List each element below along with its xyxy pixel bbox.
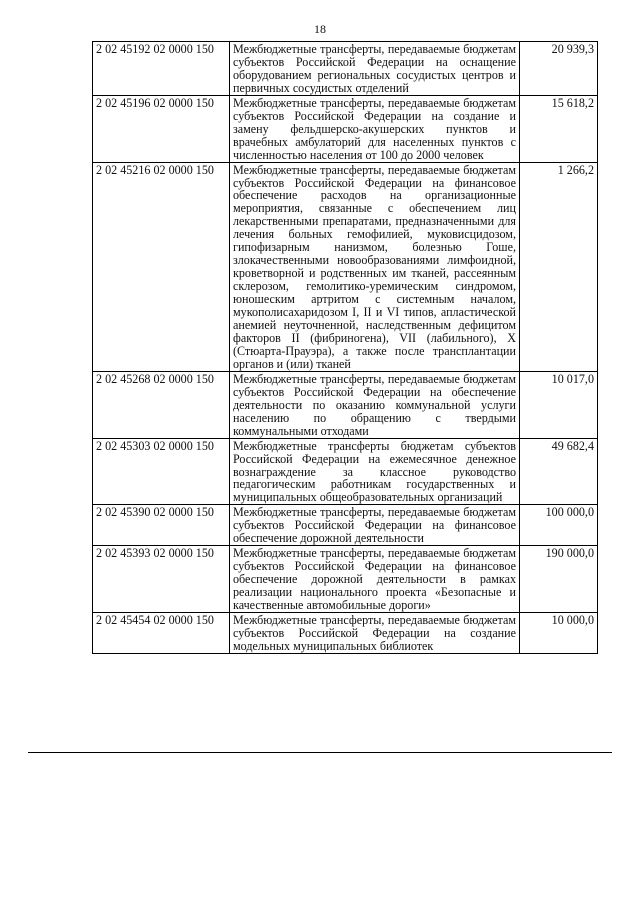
transfer-description: Межбюджетные трансферты, передаваемые бюджетам субъектов Российской Федерации на создание и замену фельдшерско-акушерских пунктов и врачебных амбулаторий для населенных пунктов с численностью населения от 100 до 2000 человек [230,95,520,162]
transfer-amount: 10 017,0 [520,371,598,438]
page-number: 18 [314,22,326,36]
transfer-description: Межбюджетные трансферты, передаваемые бюджетам субъектов Российской Федерации на финансовое обеспечение расходов на организационные мероприятия, связанные с обеспечением лиц лекарственными препаратами, предназначенными для лечения больных гемофилией, муковисцидозом, гипофизарным нанизмом, болезнью Гоше, злокачественными новообразованиями лимфоидной, кроветворной и родственных им тканей, рассеянным склерозом, гемолитико-уремическим синдромом, юношеским артритом с системным началом, мукополисахаридозом I, II и VI типов, апластической анемией неуточненной, наследственным дефицитом факторов II (фибриногена), VII (лабильного), X (Стюарта-Прауэра), а также после трансплантации органов и (или) тканей [230,162,520,371]
table-row [93,95,598,162]
transfer-description: Межбюджетные трансферты, передаваемые бюджетам субъектов Российской Федерации на оснащение оборудованием региональных сосудистых центров и первичных сосудистых отделений [230,42,520,96]
table-row [93,505,598,546]
budget-classification-code: 2 02 45393 02 0000 150 [93,546,230,613]
footer-divider-line [28,752,612,753]
budget-classification-code: 2 02 45196 02 0000 150 [93,95,230,162]
budget-classification-code: 2 02 45303 02 0000 150 [93,438,230,505]
budget-transfers-table [92,41,598,654]
budget-classification-code: 2 02 45216 02 0000 150 [93,162,230,371]
transfer-description: Межбюджетные трансферты бюджетам субъектов Российской Федерации на ежемесячное денежное вознаграждение за классное руководство педагогическим работникам государственных и муниципальных общеобразовательных организаций [230,438,520,505]
transfer-amount: 49 682,4 [520,438,598,505]
table-row [93,42,598,96]
table-row [93,546,598,613]
transfer-description: Межбюджетные трансферты, передаваемые бюджетам субъектов Российской Федерации на обеспечение деятельности по оказанию коммунальной услуги населению по обращению с твердыми коммунальными отходами [230,371,520,438]
budget-classification-code: 2 02 45390 02 0000 150 [93,505,230,546]
transfer-amount: 15 618,2 [520,95,598,162]
budget-classification-code: 2 02 45192 02 0000 150 [93,42,230,96]
budget-classification-code: 2 02 45268 02 0000 150 [93,371,230,438]
table-row [93,162,598,371]
table-row [93,612,598,653]
transfer-amount: 190 000,0 [520,546,598,613]
transfer-amount: 1 266,2 [520,162,598,371]
transfer-description: Межбюджетные трансферты, передаваемые бюджетам субъектов Российской Федерации на финансовое обеспечение дорожной деятельности [230,505,520,546]
transfer-description: Межбюджетные трансферты, передаваемые бюджетам субъектов Российской Федерации на создание модельных муниципальных библиотек [230,612,520,653]
transfer-amount: 20 939,3 [520,42,598,96]
table-row [93,371,598,438]
table-row [93,438,598,505]
budget-classification-code: 2 02 45454 02 0000 150 [93,612,230,653]
transfer-amount: 10 000,0 [520,612,598,653]
transfer-amount: 100 000,0 [520,505,598,546]
transfer-description: Межбюджетные трансферты, передаваемые бюджетам субъектов Российской Федерации на финансовое обеспечение дорожной деятельности в рамках реализации национального проекта «Безопасные и качественные автомобильные дороги» [230,546,520,613]
